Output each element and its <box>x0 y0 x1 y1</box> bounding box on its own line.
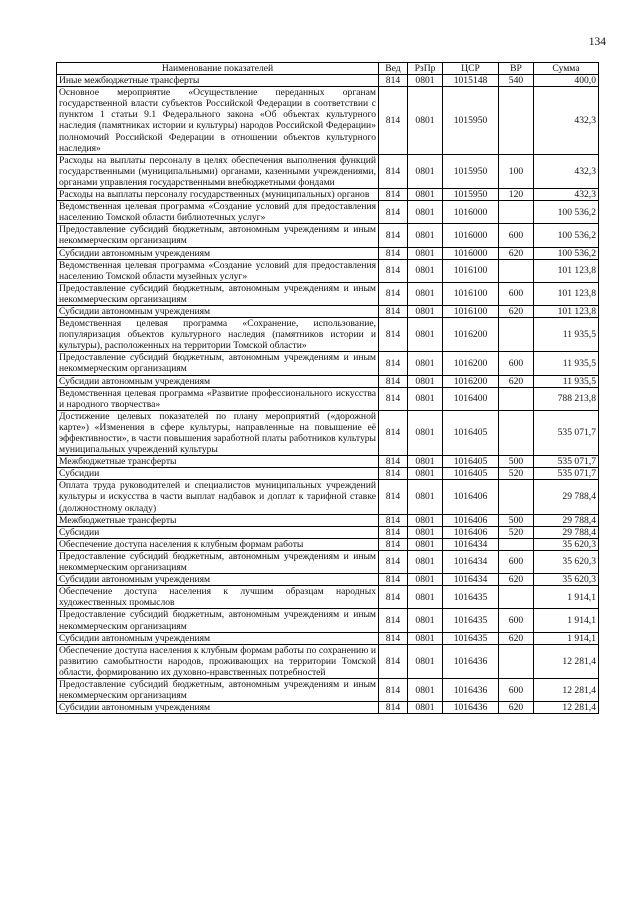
row-section-cell: 0801 <box>408 586 443 609</box>
row-section-cell: 0801 <box>408 352 443 375</box>
row-expense-type-cell: 540 <box>499 75 534 87</box>
row-section-cell: 0801 <box>408 224 443 247</box>
table-row <box>57 154 599 188</box>
row-expense-type-cell <box>499 201 534 224</box>
row-department-cell: 814 <box>379 609 408 632</box>
row-name-cell: Предоставление субсидий бюджетным, автономным учреждениям и иным некоммерческим организациям <box>57 352 379 375</box>
table-row <box>57 609 599 632</box>
table-row <box>57 352 599 375</box>
row-target-article-cell: 1016100 <box>443 282 499 305</box>
row-name-cell: Основное мероприятие «Осуществление переданных органам государственной власти субъектов Российской Федерации в соответствии с пунктом 1 статьи 9.1 Федерального закона «Об объектах культурного наследия (памятниках истории и культуры) народов Российской Федерации» полномочий Российской Федерации в отношении объектов культурного наследия» <box>57 87 379 155</box>
row-section-cell: 0801 <box>408 456 443 468</box>
row-section-cell: 0801 <box>408 75 443 87</box>
row-department-cell: 814 <box>379 538 408 550</box>
row-amount-cell: 100 536,2 <box>534 224 599 247</box>
row-name-cell: Субсидии автономным учреждениям <box>57 247 379 259</box>
row-section-cell: 0801 <box>408 574 443 586</box>
row-department-cell: 814 <box>379 154 408 188</box>
table-row <box>57 189 599 201</box>
row-department-cell: 814 <box>379 456 408 468</box>
row-target-article-cell: 1016405 <box>443 468 499 480</box>
table-row <box>57 702 599 714</box>
row-name-cell: Ведомственная целевая программа «Сохранение, использование, популяризация объектов культурного наследия (памятников истории и культуры), расположенных на территории Томской области» <box>57 318 379 352</box>
row-amount-cell: 100 536,2 <box>534 247 599 259</box>
row-name-cell: Предоставление субсидий бюджетным, автономным учреждениям и иным некоммерческим организациям <box>57 609 379 632</box>
row-expense-type-cell: 520 <box>499 468 534 480</box>
table-row <box>57 387 599 410</box>
row-section-cell: 0801 <box>408 201 443 224</box>
table-row <box>57 480 599 514</box>
row-expense-type-cell <box>499 259 534 282</box>
row-section-cell: 0801 <box>408 514 443 526</box>
table-row <box>57 632 599 644</box>
row-target-article-cell: 1016406 <box>443 514 499 526</box>
row-expense-type-cell <box>499 87 534 155</box>
header-amount: Сумма <box>534 63 599 75</box>
row-name-cell: Ведомственная целевая программа «Создание условий для предоставления населению Томской области музейных услуг» <box>57 259 379 282</box>
table-row <box>57 282 599 305</box>
row-expense-type-cell: 620 <box>499 305 534 317</box>
row-department-cell: 814 <box>379 259 408 282</box>
row-section-cell: 0801 <box>408 468 443 480</box>
row-target-article-cell: 1016434 <box>443 538 499 550</box>
table-row <box>57 224 599 247</box>
row-target-article-cell: 1015950 <box>443 189 499 201</box>
row-expense-type-cell <box>499 318 534 352</box>
row-department-cell: 814 <box>379 247 408 259</box>
row-name-cell: Расходы на выплаты персоналу государственных (муниципальных) органов <box>57 189 379 201</box>
row-expense-type-cell <box>499 538 534 550</box>
row-target-article-cell: 1016435 <box>443 586 499 609</box>
row-name-cell: Предоставление субсидий бюджетным, автономным учреждениям и иным некоммерческим организациям <box>57 678 379 701</box>
row-department-cell: 814 <box>379 224 408 247</box>
row-expense-type-cell <box>499 387 534 410</box>
row-amount-cell: 29 788,4 <box>534 526 599 538</box>
table-row <box>57 526 599 538</box>
row-target-article-cell: 1016200 <box>443 352 499 375</box>
table-header-row <box>57 63 599 75</box>
row-name-cell: Предоставление субсидий бюджетным, автономным учреждениям и иным некоммерческим организациям <box>57 282 379 305</box>
row-target-article-cell: 1016435 <box>443 609 499 632</box>
table-row <box>57 318 599 352</box>
row-expense-type-cell: 620 <box>499 375 534 387</box>
row-section-cell: 0801 <box>408 154 443 188</box>
row-department-cell: 814 <box>379 375 408 387</box>
table-row <box>57 538 599 550</box>
row-expense-type-cell: 520 <box>499 526 534 538</box>
row-section-cell: 0801 <box>408 702 443 714</box>
row-target-article-cell: 1016000 <box>443 224 499 247</box>
row-department-cell: 814 <box>379 189 408 201</box>
row-name-cell: Обеспечение доступа населения к лучшим образцам народных художественных промыслов <box>57 586 379 609</box>
row-target-article-cell: 1016436 <box>443 702 499 714</box>
row-expense-type-cell: 100 <box>499 154 534 188</box>
row-amount-cell: 11 935,5 <box>534 318 599 352</box>
row-name-cell: Предоставление субсидий бюджетным, автономным учреждениям и иным некоммерческим организациям <box>57 224 379 247</box>
row-department-cell: 814 <box>379 632 408 644</box>
row-section-cell: 0801 <box>408 259 443 282</box>
table-row <box>57 586 599 609</box>
row-department-cell: 814 <box>379 514 408 526</box>
row-name-cell: Расходы на выплаты персоналу в целях обеспечения выполнения функций государственными (муниципальными) органами, казенными учреждениями, органами управления государственными внебюджетными фондами <box>57 154 379 188</box>
row-target-article-cell: 1016406 <box>443 526 499 538</box>
row-section-cell: 0801 <box>408 678 443 701</box>
table-row <box>57 468 599 480</box>
row-section-cell: 0801 <box>408 410 443 455</box>
row-expense-type-cell: 620 <box>499 702 534 714</box>
row-amount-cell: 1 914,1 <box>534 586 599 609</box>
row-expense-type-cell: 600 <box>499 352 534 375</box>
row-name-cell: Межбюджетные трансферты <box>57 514 379 526</box>
table-row <box>57 375 599 387</box>
header-expense-type: ВР <box>499 63 534 75</box>
row-section-cell: 0801 <box>408 480 443 514</box>
table-row <box>57 678 599 701</box>
row-amount-cell: 11 935,5 <box>534 375 599 387</box>
row-expense-type-cell <box>499 410 534 455</box>
row-target-article-cell: 1016200 <box>443 375 499 387</box>
row-section-cell: 0801 <box>408 526 443 538</box>
row-amount-cell: 12 281,4 <box>534 702 599 714</box>
row-department-cell: 814 <box>379 702 408 714</box>
row-expense-type-cell <box>499 586 534 609</box>
row-expense-type-cell: 600 <box>499 224 534 247</box>
table-row <box>57 456 599 468</box>
row-name-cell: Субсидии автономным учреждениям <box>57 305 379 317</box>
row-name-cell: Оплата труда руководителей и специалистов муниципальных учреждений культуры и искусства в части выплат надбавок и доплат к тарифной ставке (должностному окладу) <box>57 480 379 514</box>
row-department-cell: 814 <box>379 352 408 375</box>
row-expense-type-cell: 620 <box>499 247 534 259</box>
row-target-article-cell: 1016434 <box>443 550 499 573</box>
table-row <box>57 87 599 155</box>
row-amount-cell: 12 281,4 <box>534 644 599 678</box>
row-amount-cell: 535 071,7 <box>534 410 599 455</box>
row-name-cell: Субсидии <box>57 468 379 480</box>
row-department-cell: 814 <box>379 586 408 609</box>
row-target-article-cell: 1016406 <box>443 480 499 514</box>
header-indicator-name: Наименование показателей <box>57 63 379 75</box>
row-section-cell: 0801 <box>408 538 443 550</box>
row-expense-type-cell: 500 <box>499 456 534 468</box>
table-row <box>57 259 599 282</box>
row-section-cell: 0801 <box>408 318 443 352</box>
row-name-cell: Обеспечение доступа населения к клубным формам работы по сохранению и развитию самобытности народов, проживающих на территории Томской области, формированию их духовно-нравственных потребностей <box>57 644 379 678</box>
row-target-article-cell: 1015950 <box>443 154 499 188</box>
row-amount-cell: 35 620,3 <box>534 550 599 573</box>
row-section-cell: 0801 <box>408 387 443 410</box>
row-department-cell: 814 <box>379 468 408 480</box>
row-amount-cell: 535 071,7 <box>534 468 599 480</box>
row-section-cell: 0801 <box>408 375 443 387</box>
table-row <box>57 247 599 259</box>
row-amount-cell: 11 935,5 <box>534 352 599 375</box>
row-expense-type-cell: 500 <box>499 514 534 526</box>
row-section-cell: 0801 <box>408 189 443 201</box>
row-department-cell: 814 <box>379 75 408 87</box>
header-target-article: ЦСР <box>443 63 499 75</box>
row-section-cell: 0801 <box>408 644 443 678</box>
row-amount-cell: 432,3 <box>534 154 599 188</box>
row-department-cell: 814 <box>379 678 408 701</box>
table-row <box>57 574 599 586</box>
row-department-cell: 814 <box>379 410 408 455</box>
row-department-cell: 814 <box>379 387 408 410</box>
row-section-cell: 0801 <box>408 632 443 644</box>
row-amount-cell: 432,3 <box>534 87 599 155</box>
row-department-cell: 814 <box>379 201 408 224</box>
row-section-cell: 0801 <box>408 550 443 573</box>
row-expense-type-cell: 600 <box>499 282 534 305</box>
row-name-cell: Субсидии автономным учреждениям <box>57 702 379 714</box>
row-amount-cell: 100 536,2 <box>534 201 599 224</box>
row-expense-type-cell <box>499 480 534 514</box>
row-department-cell: 814 <box>379 526 408 538</box>
row-amount-cell: 101 123,8 <box>534 305 599 317</box>
row-amount-cell: 1 914,1 <box>534 609 599 632</box>
row-expense-type-cell <box>499 644 534 678</box>
row-section-cell: 0801 <box>408 282 443 305</box>
row-target-article-cell: 1016434 <box>443 574 499 586</box>
table-row <box>57 201 599 224</box>
row-expense-type-cell: 620 <box>499 632 534 644</box>
row-section-cell: 0801 <box>408 87 443 155</box>
row-amount-cell: 101 123,8 <box>534 282 599 305</box>
row-amount-cell: 535 071,7 <box>534 456 599 468</box>
row-target-article-cell: 1015148 <box>443 75 499 87</box>
row-amount-cell: 35 620,3 <box>534 538 599 550</box>
row-name-cell: Ведомственная целевая программа «Создание условий для предоставления населению Томской области библиотечных услуг» <box>57 201 379 224</box>
row-name-cell: Ведомственная целевая программа «Развитие профессионального искусства и народного творчества» <box>57 387 379 410</box>
row-department-cell: 814 <box>379 644 408 678</box>
row-name-cell: Субсидии автономным учреждениям <box>57 632 379 644</box>
table-row <box>57 75 599 87</box>
row-target-article-cell: 1016100 <box>443 259 499 282</box>
row-target-article-cell: 1016400 <box>443 387 499 410</box>
row-expense-type-cell: 620 <box>499 574 534 586</box>
row-department-cell: 814 <box>379 87 408 155</box>
row-target-article-cell: 1016405 <box>443 456 499 468</box>
table-row <box>57 410 599 455</box>
row-department-cell: 814 <box>379 282 408 305</box>
row-expense-type-cell: 600 <box>499 678 534 701</box>
row-target-article-cell: 1016200 <box>443 318 499 352</box>
row-name-cell: Предоставление субсидий бюджетным, автономным учреждениям и иным некоммерческим организациям <box>57 550 379 573</box>
row-amount-cell: 12 281,4 <box>534 678 599 701</box>
row-name-cell: Достижение целевых показателей по плану мероприятий («дорожной карте») «Изменения в сфере культуры, направленные на повышение её эффективности», в части повышения заработной платы работников культуры муниципальных учреждений культуры <box>57 410 379 455</box>
row-amount-cell: 1 914,1 <box>534 632 599 644</box>
row-amount-cell: 29 788,4 <box>534 514 599 526</box>
row-target-article-cell: 1016000 <box>443 201 499 224</box>
page-number: 134 <box>588 36 606 48</box>
row-name-cell: Иные межбюджетные трансферты <box>57 75 379 87</box>
row-name-cell: Субсидии автономным учреждениям <box>57 375 379 387</box>
row-amount-cell: 29 788,4 <box>534 480 599 514</box>
row-expense-type-cell: 120 <box>499 189 534 201</box>
row-expense-type-cell: 600 <box>499 550 534 573</box>
row-section-cell: 0801 <box>408 247 443 259</box>
row-name-cell: Субсидии автономным учреждениям <box>57 574 379 586</box>
row-department-cell: 814 <box>379 318 408 352</box>
row-target-article-cell: 1015950 <box>443 87 499 155</box>
row-amount-cell: 101 123,8 <box>534 259 599 282</box>
row-department-cell: 814 <box>379 305 408 317</box>
row-expense-type-cell: 600 <box>499 609 534 632</box>
row-name-cell: Межбюджетные трансферты <box>57 456 379 468</box>
row-section-cell: 0801 <box>408 609 443 632</box>
row-name-cell: Субсидии <box>57 526 379 538</box>
row-target-article-cell: 1016436 <box>443 644 499 678</box>
row-section-cell: 0801 <box>408 305 443 317</box>
table-row <box>57 514 599 526</box>
table-row <box>57 305 599 317</box>
row-target-article-cell: 1016436 <box>443 678 499 701</box>
header-section: РзПр <box>408 63 443 75</box>
row-target-article-cell: 1016435 <box>443 632 499 644</box>
row-name-cell: Обеспечение доступа населения к клубным формам работы <box>57 538 379 550</box>
row-department-cell: 814 <box>379 550 408 573</box>
row-target-article-cell: 1016405 <box>443 410 499 455</box>
row-department-cell: 814 <box>379 480 408 514</box>
row-amount-cell: 788 213,8 <box>534 387 599 410</box>
row-amount-cell: 400,0 <box>534 75 599 87</box>
row-target-article-cell: 1016000 <box>443 247 499 259</box>
header-department: Вед <box>379 63 408 75</box>
row-amount-cell: 432,3 <box>534 189 599 201</box>
budget-table <box>56 62 599 714</box>
row-target-article-cell: 1016100 <box>443 305 499 317</box>
row-amount-cell: 35 620,3 <box>534 574 599 586</box>
table-row <box>57 550 599 573</box>
table-row <box>57 644 599 678</box>
row-department-cell: 814 <box>379 574 408 586</box>
